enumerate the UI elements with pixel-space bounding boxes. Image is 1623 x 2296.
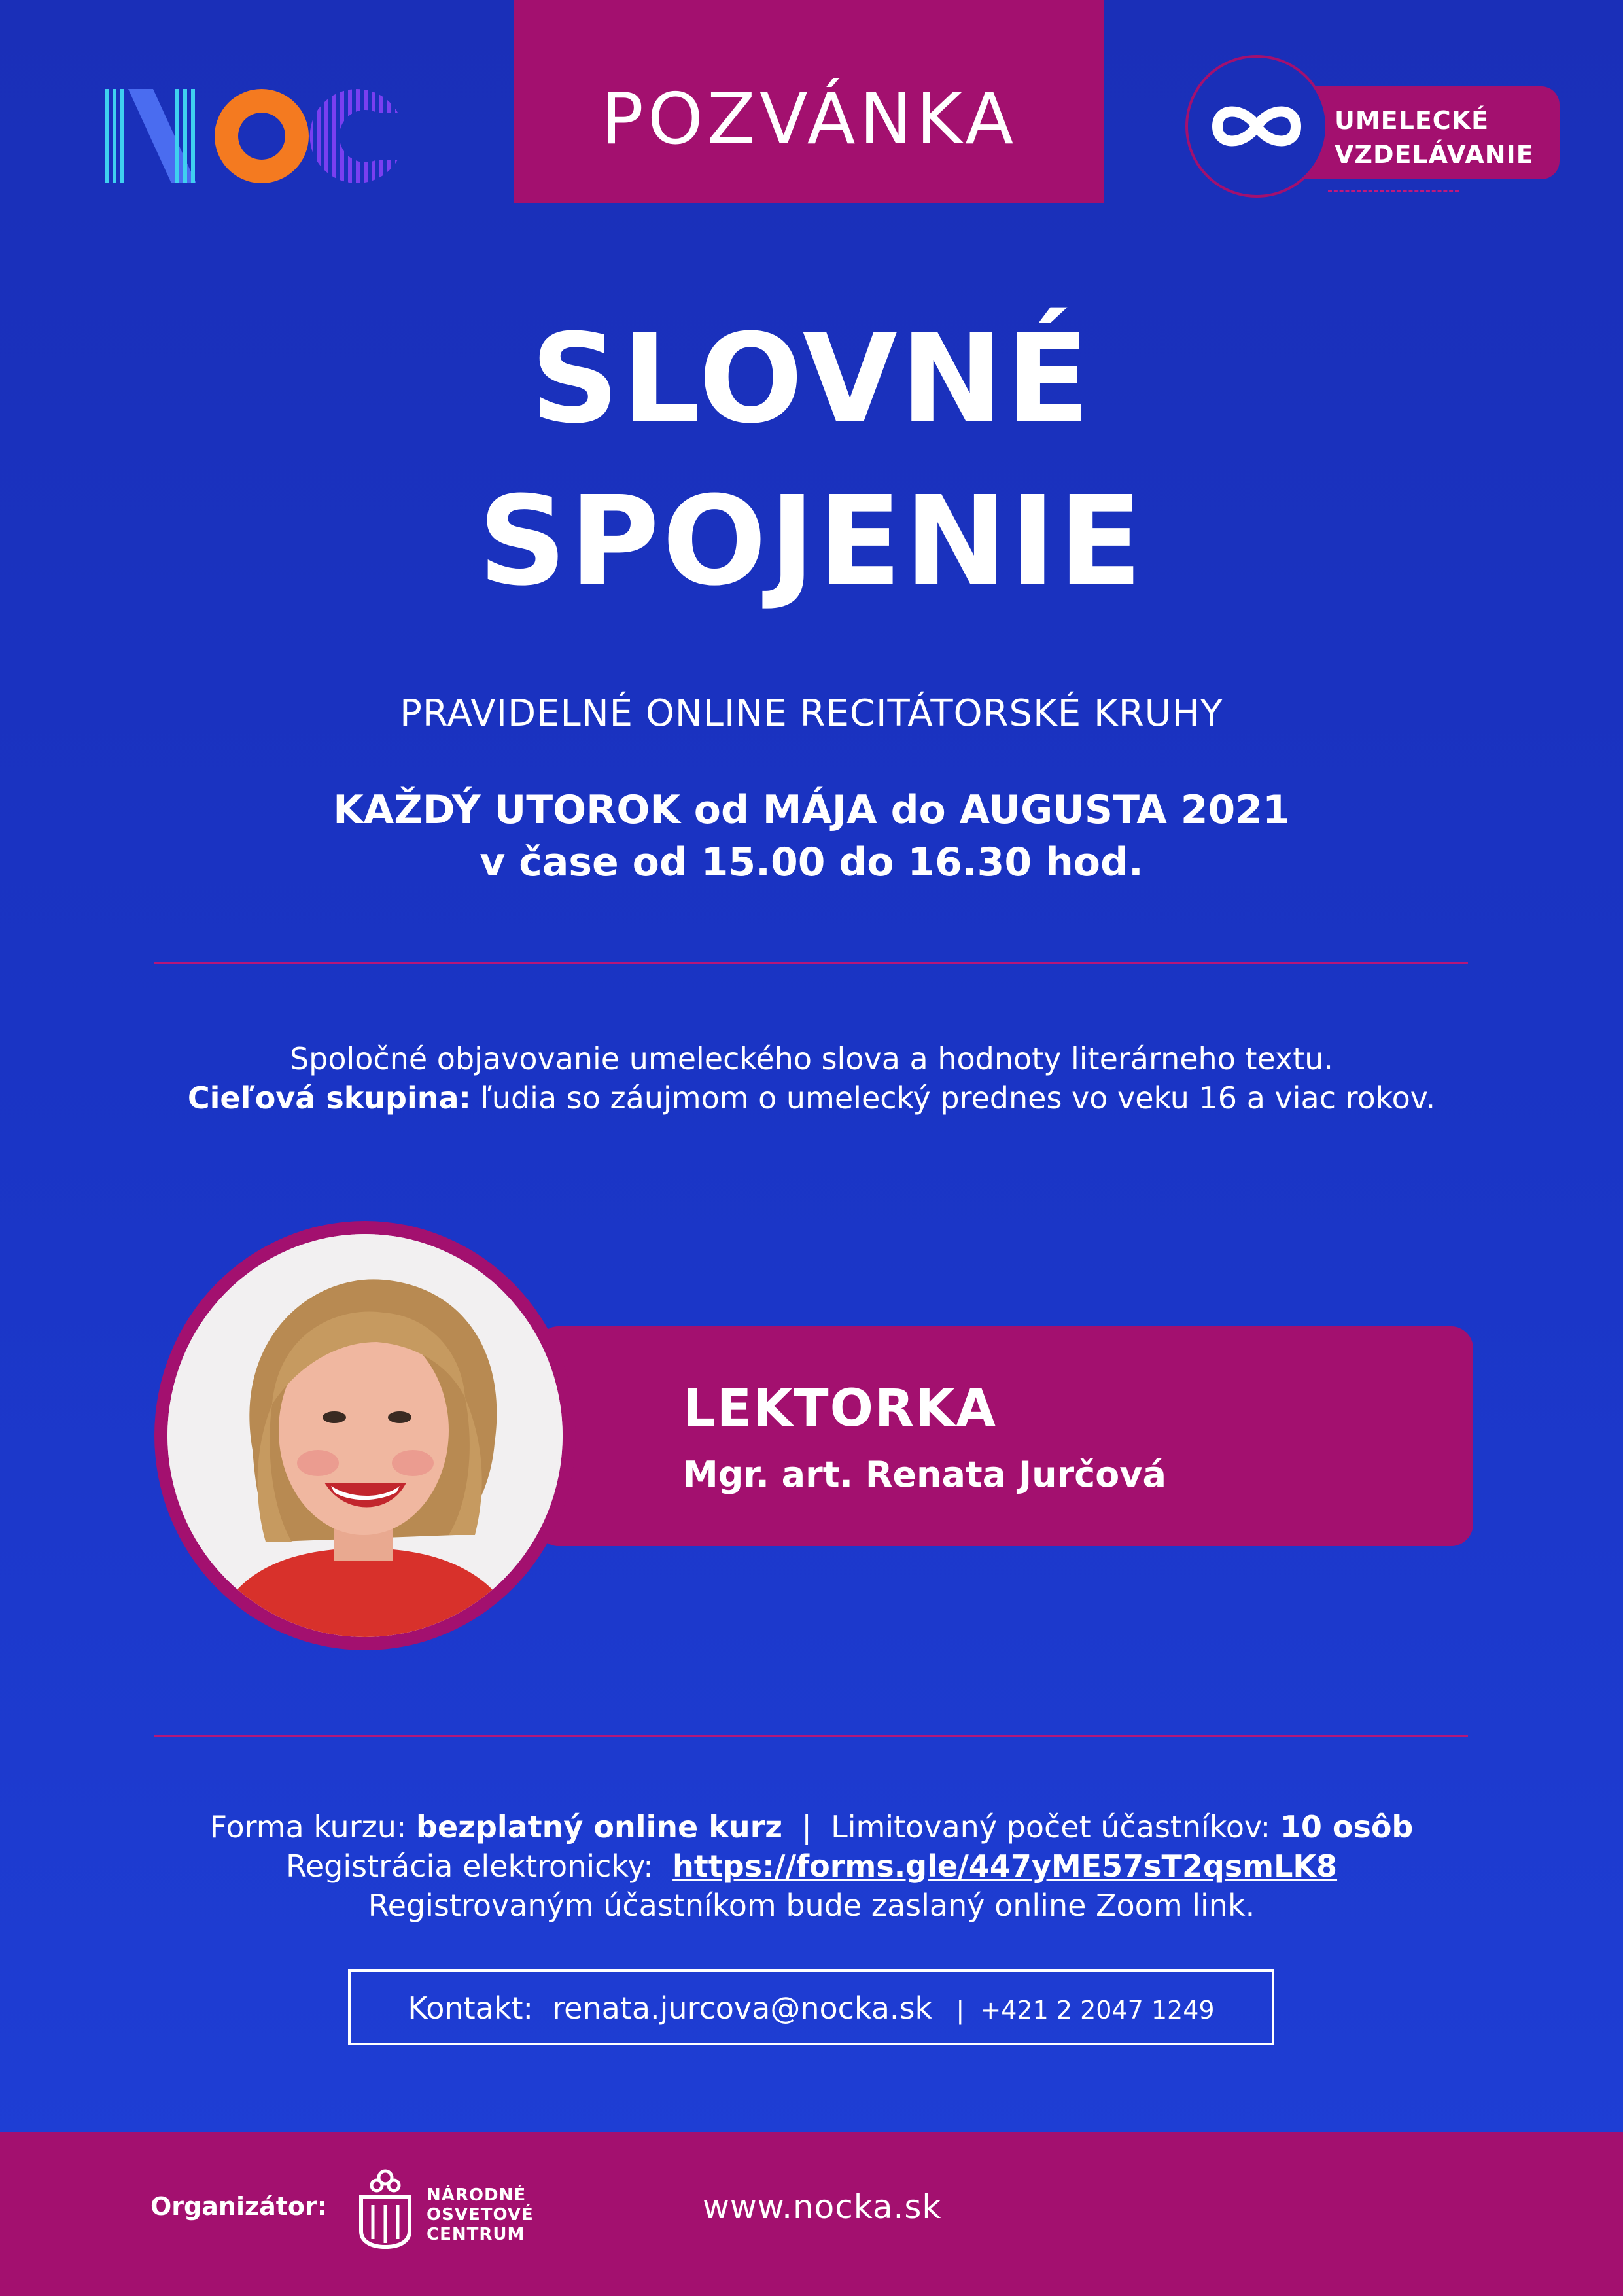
infinity-icon [1185,55,1328,198]
organizer-name [427,2185,534,2244]
registration-link[interactable]: https://forms.gle/447yME57sT2qsmLK8 [672,1848,1338,1884]
organizer-name-line2: OSVETOVÉ [427,2205,534,2225]
invitation-label: POZVÁNKA [601,79,1018,160]
form-value: bezplatný online kurz [416,1809,783,1845]
contact-label: Kontakt: [408,1990,553,2026]
contact-phone: | +421 2 2047 1249 [932,1996,1215,2024]
noc-logo [105,86,406,186]
target-group-label: Cieľová skupina: [187,1080,471,1116]
zoom-note: Registrovaným účastníkom bude zaslaný online Zoom link. [368,1888,1255,1923]
target-group-text: ľudia so záujmom o umelecký prednes vo veku 16 a viac rokov. [470,1080,1436,1116]
noc-emblem-icon [357,2166,413,2250]
contact-email[interactable]: renata.jurcova@nocka.sk [552,1990,933,2026]
lecturer-photo [154,1221,576,1650]
lecturer-name: Mgr. art. Renata Jurčová [683,1454,1166,1495]
title-line1: SLOVNÉ [531,308,1092,451]
divider [154,962,1468,964]
form-label: Forma kurzu: [209,1809,417,1845]
limit-label: Limitovaný počet účastníkov: [831,1809,1280,1845]
registration-info [0,1848,1623,1884]
divider [154,1735,1468,1737]
title-line2: SPOJENIE [478,470,1145,613]
description-line2 [0,1080,1623,1116]
registration-label: Registrácia elektronicky: [285,1848,673,1884]
contact-info [348,1990,1274,2026]
organizer-name-line1: NÁRODNÉ [427,2185,527,2205]
schedule-line2: v čase od 15.00 do 16.30 hod. [480,839,1143,885]
schedule-line1: KAŽDÝ UTOROK od MÁJA do AUGUSTA 2021 [333,787,1290,833]
lecturer-label: LEKTORKA [683,1379,997,1438]
organizer-name-line3: CENTRUM [427,2225,525,2244]
badge-line1: UMELECKÉ [1335,106,1490,135]
badge-text [1335,103,1534,171]
info-separator: | [782,1809,831,1845]
invitation-tab [514,0,1104,203]
course-info [0,1809,1623,1845]
limit-value: 10 osôb [1280,1809,1414,1845]
subtitle: PRAVIDELNÉ ONLINE RECITÁTORSKÉ KRUHY [400,692,1223,735]
website-link[interactable]: www.nocka.sk [703,2188,942,2226]
lecturer-card [536,1326,1473,1546]
badge-divider [1328,190,1459,192]
organizer-label: Organizátor: [150,2192,327,2221]
badge-line2: VZDELÁVANIE [1335,140,1534,169]
description-line1: Spoločné objavovanie umeleckého slova a hodnoty literárneho textu. [289,1041,1334,1076]
